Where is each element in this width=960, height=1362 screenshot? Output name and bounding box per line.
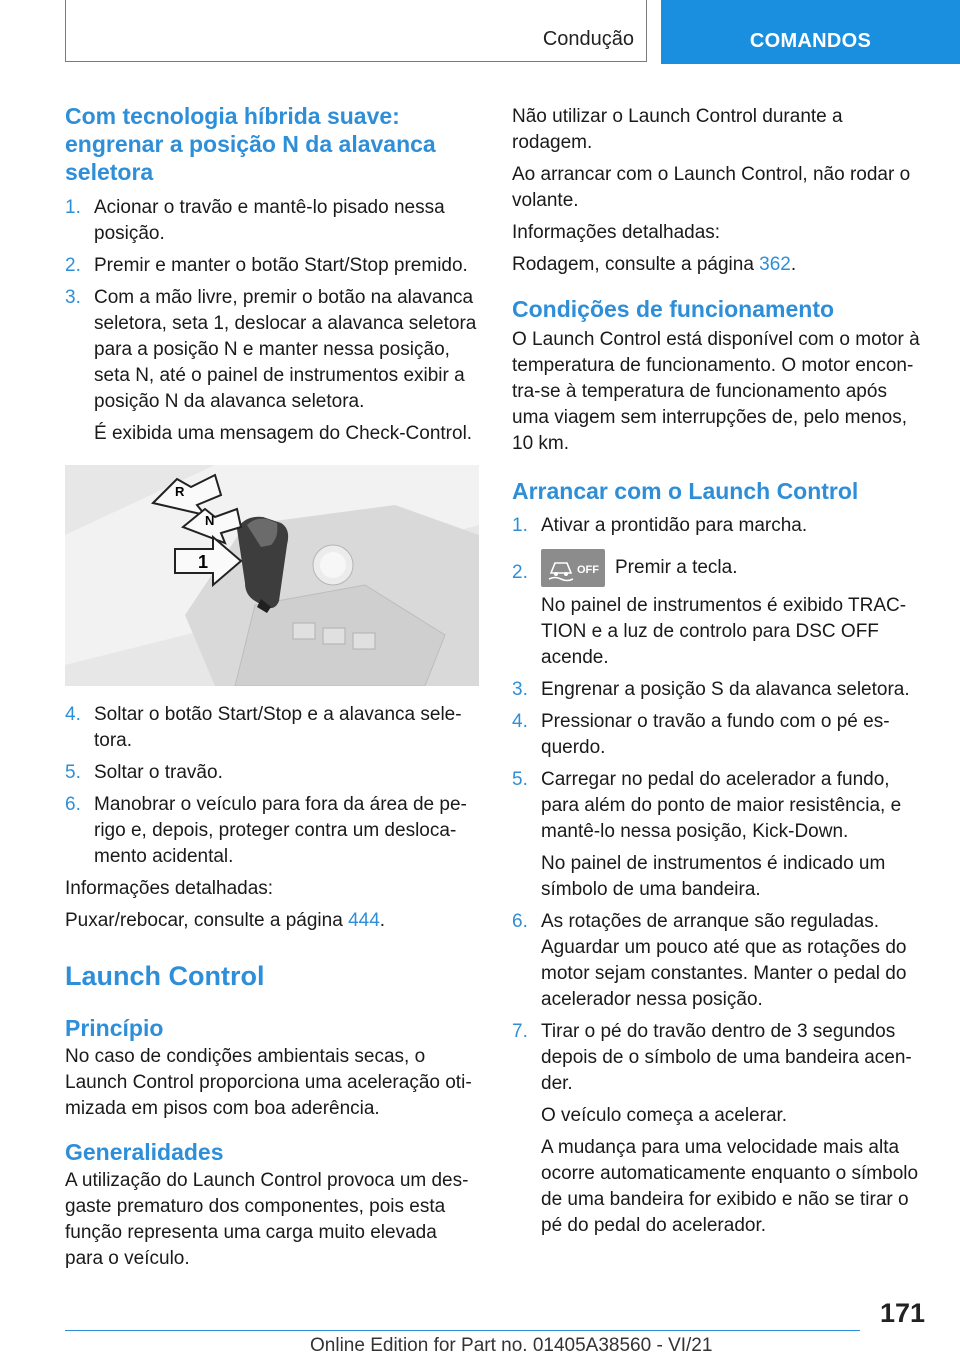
- list-item: 2. Premir e manter o botão Start/Stop premido.: [65, 255, 468, 276]
- list-item: 6. Manobrar o veículo para fora da área de perigo e, depois, proteger contra um deslocamento acidental.: [65, 794, 467, 867]
- list-item: 3. Com a mão livre, premir o botão na alavanca seletora, seta 1, deslocar a alavanca seletora para a posição N e manter nessa posição, seta N, até o painel de instrumentos exibir a posição N da alavanca seletora. É exibida uma mensagem do Check-Control.: [65, 285, 477, 447]
- step-note: No painel de instrumentos é exibido TRACTION e a luz de controlo para DSC OFF acende.: [541, 595, 907, 668]
- figure-label-n: N: [205, 513, 215, 528]
- start-launch-heading: Arrancar com o Launch Control: [512, 478, 859, 504]
- dsc-off-button-icon: [541, 549, 605, 587]
- general-text: A utilização do Launch Control provoca um desgaste prematuro dos componentes, pois esta função representa uma carga muito elevada para o veículo.: [65, 1170, 469, 1269]
- header-section-title: Condução: [542, 28, 634, 50]
- left-column: [65, 100, 477, 1272]
- steps-list-b: [65, 702, 477, 870]
- footer-edition: Online Edition for Part no. 01405A38560 - VI/21: [310, 1335, 713, 1356]
- list-item: 6. As rotações de arranque são reguladas. Aguardar um pouco até que as rotações do motor sejam constantes. Manter o pedal do acelerador nessa posição.: [512, 911, 907, 1010]
- figure-label-1: 1: [198, 552, 209, 572]
- steering-note: Ao arrancar com o Launch Control, não rodar o volante.: [512, 164, 911, 211]
- header-section-box: [65, 0, 647, 62]
- gear-selector-illustration: [65, 465, 479, 686]
- list-item: 1. Ativar a prontidão para marcha.: [512, 515, 808, 536]
- conditions-heading: Condições de funcionamento: [512, 296, 835, 322]
- header-chapter-tab[interactable]: [661, 0, 960, 64]
- launch-steps-list: [512, 513, 927, 1239]
- page-number: 171: [879, 1298, 925, 1328]
- right-column: [512, 100, 927, 1239]
- conditions-text: O Launch Control está disponível com o motor à temperatura de funcionamento. O motor encontra-se à temperatura de funcionamento após uma viagem sem interrupções de, pelo menos, 10 km.: [512, 329, 920, 454]
- info-label: Informações detalhadas:: [512, 222, 721, 243]
- info-reference: Rodagem, consulte a página 362.: [512, 254, 797, 275]
- step-note: O veículo começa a acelerar.: [541, 1105, 788, 1126]
- info-reference: Puxar/rebocar, consulte a página 444.: [65, 910, 386, 931]
- list-item: 5. Soltar o travão.: [65, 762, 223, 783]
- info-label: Informações detalhadas:: [65, 878, 274, 899]
- gear-selector-figure: [65, 465, 479, 686]
- svg-text:OFF: OFF: [577, 564, 599, 576]
- rodagem-warning: Não utilizar o Launch Control durante a rodagem.: [512, 106, 843, 153]
- general-heading: Generalidades: [65, 1139, 224, 1165]
- list-item: 4. Soltar o botão Start/Stop e a alavanca seletora.: [65, 704, 462, 751]
- step-note: É exibida uma mensagem do Check-Control.: [94, 423, 473, 444]
- principle-text: No caso de condições ambientais secas, o Launch Control proporciona uma aceleração otimizada em pisos com boa aderência.: [65, 1046, 472, 1119]
- list-item: 7. Tirar o pé do travão dentro de 3 segundos depois de o símbolo de uma bandeira acender. O veículo começa a acelerar. A mudança para uma velocidade mais alta ocorre automaticamente enquanto o símbolo de uma bandeira for exibido e não se tirar o pé do pedal do acelerador.: [512, 1019, 927, 1239]
- list-item: 4. Pressionar o travão a fundo com o pé esquerdo.: [512, 711, 890, 758]
- principle-heading: Princípio: [65, 1015, 164, 1041]
- list-item: 5. Carregar no pedal do acelerador a fundo, para além do ponto de maior resistência, e mantê-lo nessa posição, Kick-Down. No painel de instrumentos é indicado um símbolo de uma bandeira.: [512, 767, 927, 903]
- steps-list-a: [65, 195, 477, 447]
- page-link-362[interactable]: 362: [759, 254, 791, 275]
- list-item: 2. OFF Premir a tecla. No painel de instrumentos é exibido TRACTION e a luz de controlo para DSC OFF acende.: [512, 549, 927, 671]
- mild-hybrid-heading: Com tecnologia híbrida suave: engrenar a posição N da alavanca seletora: [65, 103, 436, 185]
- list-item: 1. Acionar o travão e mantê-lo pisado nessa posição.: [65, 197, 445, 244]
- figure-label-r: R: [175, 484, 185, 499]
- step-note: No painel de instrumentos é indicado um símbolo de uma bandeira.: [541, 853, 886, 900]
- footer-divider: [65, 1330, 860, 1331]
- list-item: 3. Engrenar a posição S da alavanca seletora.: [512, 679, 910, 700]
- header-chapter-label: COMANDOS: [749, 30, 872, 52]
- page-link-444[interactable]: 444: [348, 910, 380, 931]
- step-note: A mudança para uma velocidade mais alta ocorre automaticamente enquanto o símbolo de uma bandeira for exibido e não se tirar o pé do pedal do acelerador.: [541, 1137, 919, 1236]
- launch-control-heading: Launch Control: [65, 961, 265, 991]
